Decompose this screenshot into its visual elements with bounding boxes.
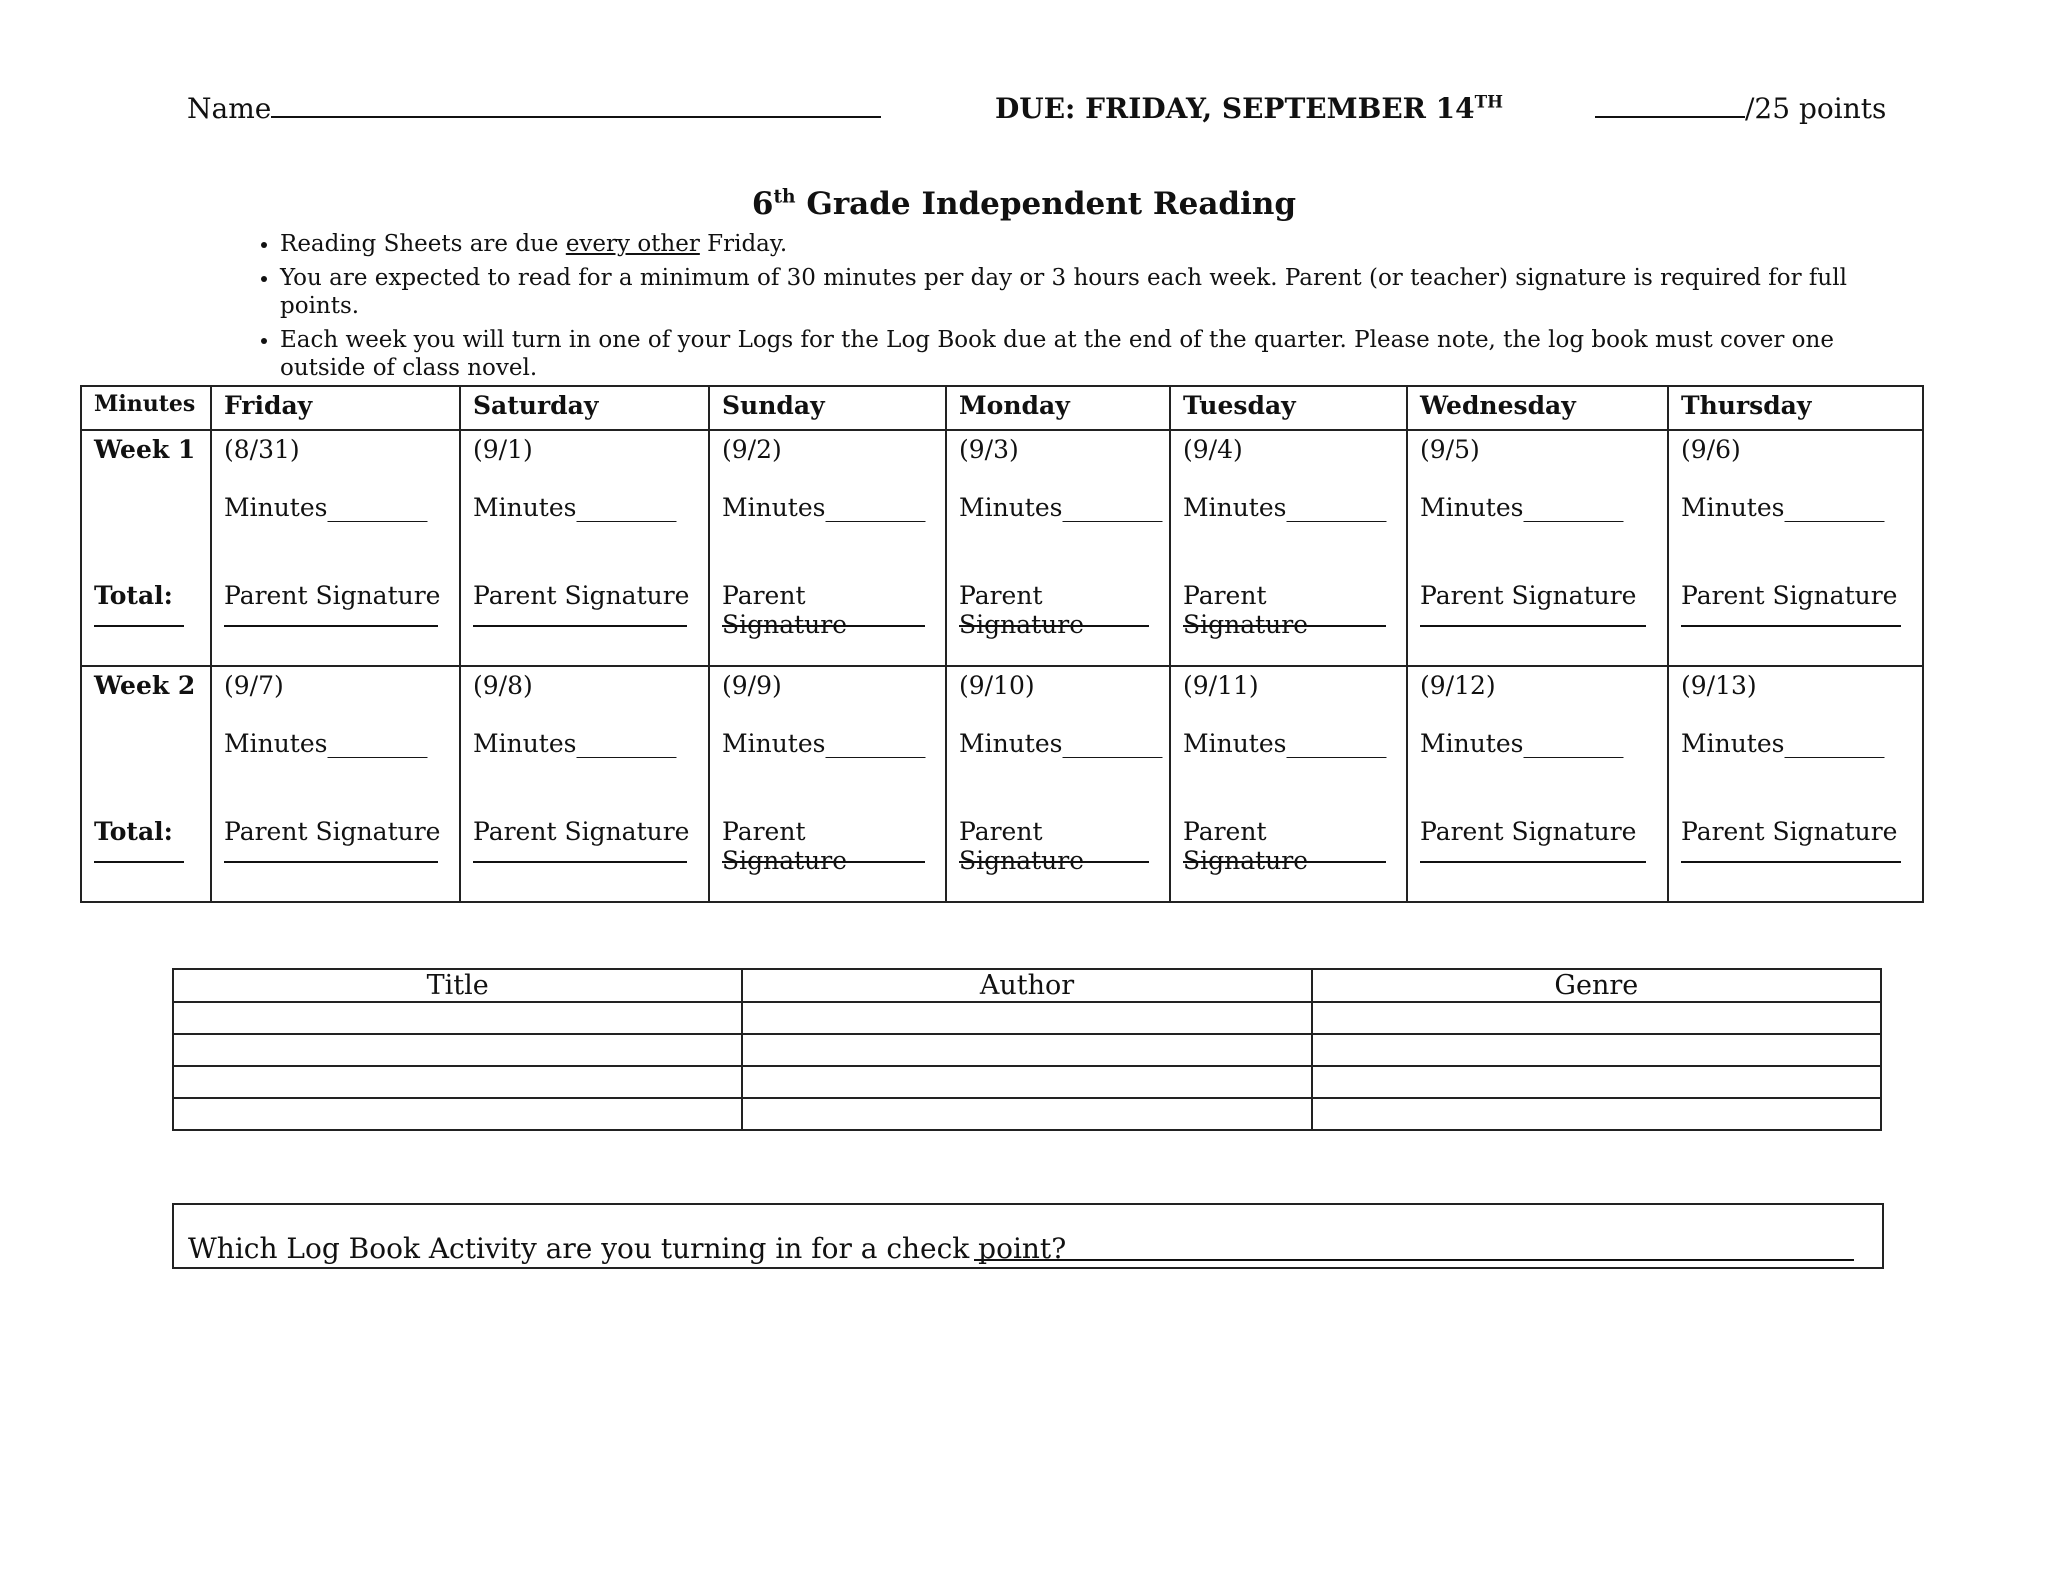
minutes-field[interactable]: Minutes________ [1183,729,1387,758]
signature-label: Parent Signature [959,817,1085,875]
day-cell [211,666,460,902]
day-date: (9/5) [1420,435,1480,464]
day-header: Wednesday [1407,386,1668,430]
title-cell[interactable] [173,1066,742,1098]
title-grade-suffix: th [773,186,796,208]
day-header: Monday [946,386,1170,430]
genre-cell[interactable] [1312,1034,1881,1066]
genre-column-header: Genre [1312,969,1881,1002]
minutes-field[interactable]: Minutes________ [224,729,428,758]
day-date: (9/2) [722,435,782,464]
minutes-field[interactable]: Minutes________ [1681,729,1885,758]
day-date: (8/31) [224,435,300,464]
day-cell [460,430,709,666]
day-cell [946,430,1170,666]
title-cell[interactable] [173,1002,742,1034]
reading-log-table [80,385,1924,903]
minutes-field[interactable]: Minutes________ [473,729,677,758]
book-row [173,1034,1881,1066]
signature-line[interactable] [224,861,438,863]
day-header: Friday [211,386,460,430]
checkpoint-answer-line[interactable] [974,1259,1854,1261]
signature-label: Parent Signature [224,817,441,846]
day-date: (9/1) [473,435,533,464]
points-text: /25 points [1745,92,1887,125]
book-row [173,1066,1881,1098]
week-label: Week 1 [94,435,196,464]
minutes-field[interactable]: Minutes________ [1420,729,1624,758]
author-cell[interactable] [742,1066,1311,1098]
book-row [173,1002,1881,1034]
day-date: (9/8) [473,671,533,700]
day-date: (9/11) [1183,671,1259,700]
author-cell[interactable] [742,1034,1311,1066]
day-cell [1170,666,1407,902]
minutes-field[interactable]: Minutes________ [473,493,677,522]
day-cell [211,430,460,666]
book-header-row [173,969,1881,1002]
instruction-1-text: Reading Sheets are due [280,231,566,257]
author-column-header: Author [742,969,1311,1002]
title-text: Grade Independent Reading [795,186,1297,222]
day-date: (9/9) [722,671,782,700]
author-cell[interactable] [742,1002,1311,1034]
day-date: (9/13) [1681,671,1757,700]
author-cell[interactable] [742,1098,1311,1130]
minutes-field[interactable]: Minutes________ [722,729,926,758]
signature-label: Parent Signature [722,817,848,875]
due-date [995,92,1503,125]
signature-label: Parent Signature [1420,581,1637,610]
signature-label: Parent Signature [473,817,690,846]
genre-cell[interactable] [1312,1066,1881,1098]
instruction-item-1 [280,230,1920,258]
title-cell[interactable] [173,1034,742,1066]
day-date: (9/3) [959,435,1019,464]
signature-label: Parent Signature [1183,581,1309,639]
name-label: Name [187,92,272,125]
due-suffix: TH [1474,91,1503,112]
points-line[interactable] [1595,92,1745,118]
checkpoint-question: Which Log Book Activity are you turning in for a check point? [188,1232,1067,1265]
log-header-row [81,386,1923,430]
day-cell [1407,666,1668,902]
total-label: Total: [94,581,173,610]
minutes-field[interactable]: Minutes________ [1420,493,1624,522]
title-grade: 6 [751,186,774,222]
minutes-field[interactable]: Minutes________ [224,493,428,522]
points-field[interactable] [1595,92,1886,125]
page-title [0,186,2048,222]
instruction-1-end: Friday. [699,231,788,257]
genre-cell[interactable] [1312,1002,1881,1034]
signature-label: Parent Signature [722,581,848,639]
instructions-list [230,230,1920,388]
minutes-field[interactable]: Minutes________ [959,729,1163,758]
day-header: Tuesday [1170,386,1407,430]
day-header: Saturday [460,386,709,430]
week-row [81,666,1923,902]
minutes-field[interactable]: Minutes________ [1681,493,1885,522]
day-cell [460,666,709,902]
log-corner-header: Minutes [81,386,211,430]
signature-line[interactable] [224,625,438,627]
day-header: Sunday [709,386,946,430]
name-line[interactable] [271,92,881,118]
day-cell [709,430,946,666]
day-date: (9/10) [959,671,1035,700]
day-date: (9/12) [1420,671,1496,700]
day-date: (9/4) [1183,435,1243,464]
signature-label: Parent Signature [224,581,441,610]
day-cell [1668,666,1923,902]
instruction-item-2: • You are expected to read for a minimum of 30 minutes per day or 3 hours each week. Parent (or teacher) signature is required for full points. [280,264,1920,320]
total-label: Total: [94,817,173,846]
name-field[interactable] [187,92,881,125]
minutes-field[interactable]: Minutes________ [959,493,1163,522]
book-info-table [172,968,1882,1131]
signature-label: Parent Signature [1681,817,1898,846]
day-cell [946,666,1170,902]
signature-label: Parent Signature [473,581,690,610]
signature-line[interactable] [1681,625,1901,627]
title-column-header: Title [173,969,742,1002]
day-date: (9/6) [1681,435,1741,464]
day-cell [709,666,946,902]
minutes-field[interactable]: Minutes________ [722,493,926,522]
week-row [81,430,1923,666]
total-line[interactable] [94,625,184,627]
instruction-item-3: • Each week you will turn in one of your Logs for the Log Book due at the end of the quarter. Please note, the log book must cover one outside of class novel. [280,326,1920,382]
book-row [173,1098,1881,1130]
signature-label: Parent Signature [1183,817,1309,875]
signature-label: Parent Signature [1420,817,1637,846]
total-line[interactable] [94,861,184,863]
day-cell [1170,430,1407,666]
week-label-cell [81,666,211,902]
title-cell[interactable] [173,1098,742,1130]
signature-line[interactable] [1420,861,1646,863]
minutes-field[interactable]: Minutes________ [1183,493,1387,522]
day-cell [1407,430,1668,666]
week-label: Week 2 [94,671,196,700]
signature-label: Parent Signature [1681,581,1898,610]
signature-line[interactable] [1681,861,1901,863]
signature-line[interactable] [473,861,687,863]
day-date: (9/7) [224,671,284,700]
signature-line[interactable] [473,625,687,627]
signature-label: Parent Signature [959,581,1085,639]
checkpoint-box [172,1203,1884,1269]
day-cell [1668,430,1923,666]
day-header: Thursday [1668,386,1923,430]
genre-cell[interactable] [1312,1098,1881,1130]
week-label-cell [81,430,211,666]
signature-line[interactable] [1420,625,1646,627]
due-text: DUE: FRIDAY, SEPTEMBER 14 [995,92,1475,125]
instruction-1-emphasis: every other [565,231,700,257]
